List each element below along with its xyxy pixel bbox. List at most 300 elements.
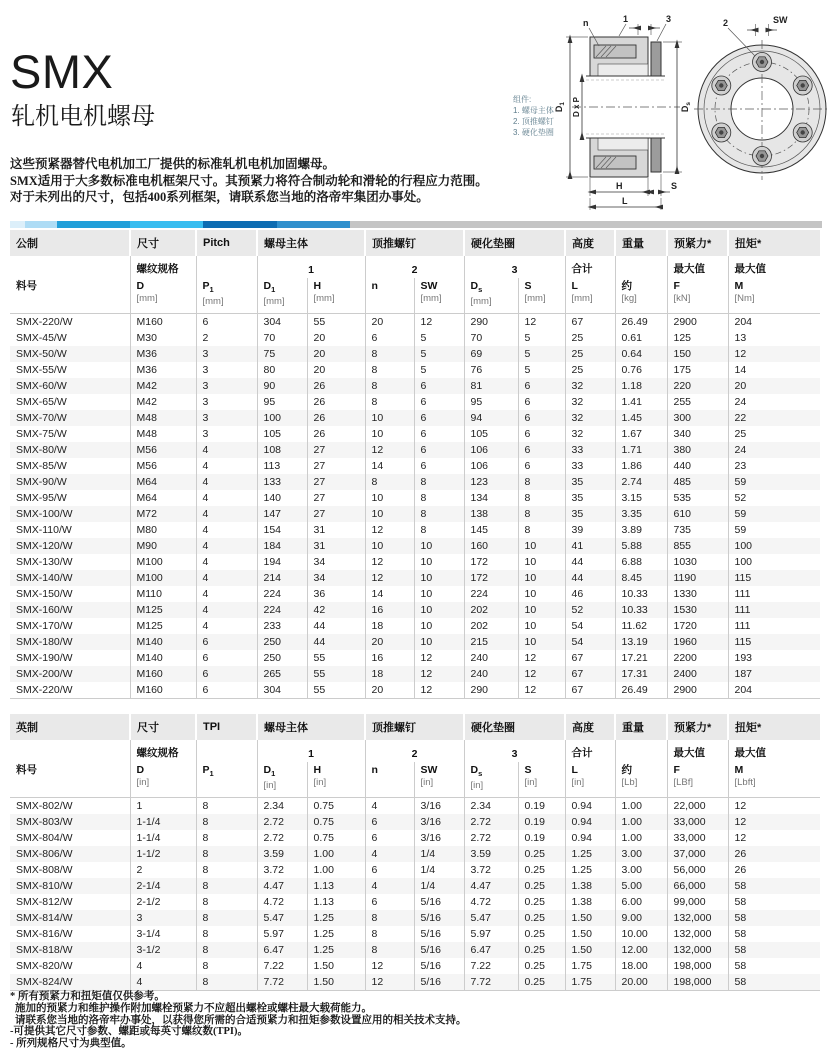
table-cell: 3 xyxy=(196,394,257,410)
table-cell: 12 xyxy=(728,830,820,846)
table-cell: 26 xyxy=(728,862,820,878)
table-cell: SMX-60/W xyxy=(16,380,67,392)
table-row xyxy=(10,878,820,894)
table-cell: 20 xyxy=(365,682,414,699)
table-cell: 12 xyxy=(414,650,464,666)
table-cell: SMX-140/W xyxy=(16,572,73,584)
table-cell: 6 xyxy=(518,426,565,442)
table-cell: 33 xyxy=(565,458,615,474)
table-cell: 4 xyxy=(196,474,257,490)
table-cell: 0.25 xyxy=(518,974,565,991)
table-cell: 0.25 xyxy=(518,846,565,862)
table-cell: 12 xyxy=(365,442,414,458)
table-cell: 52 xyxy=(728,490,820,506)
table-cell: 6 xyxy=(518,442,565,458)
table-cell: 20 xyxy=(307,346,365,362)
table-cell: 42 xyxy=(307,602,365,618)
table-cell: 855 xyxy=(667,538,728,554)
table-cell: 12 xyxy=(518,314,565,331)
table-cell: 100 xyxy=(728,538,820,554)
table-cell: 4.47 xyxy=(257,878,307,894)
table-cell: 5/16 xyxy=(414,974,464,991)
table-cell: 0.19 xyxy=(518,830,565,846)
table-row xyxy=(10,314,820,331)
header-cell: L [in] xyxy=(565,762,615,798)
table-cell: 5.97 xyxy=(257,926,307,942)
table-cell: 8 xyxy=(365,910,414,926)
table-cell: 8 xyxy=(196,958,257,974)
table-cell: 4 xyxy=(365,878,414,894)
table-cell: 3/16 xyxy=(414,814,464,830)
table-cell: 224 xyxy=(257,586,307,602)
table-cell: 250 xyxy=(257,650,307,666)
table-cell: 5.97 xyxy=(464,926,518,942)
footnote-line: -可提供其它尺寸参数、螺距或每英寸螺纹数(TPI)。 xyxy=(10,1026,248,1038)
table-cell: 80 xyxy=(257,362,307,378)
table-cell: 44 xyxy=(307,634,365,650)
table-cell: 3/16 xyxy=(414,798,464,815)
table-cell: 10 xyxy=(518,570,565,586)
table-cell: 4 xyxy=(196,554,257,570)
table-cell: 67 xyxy=(565,666,615,682)
table-row xyxy=(10,570,820,586)
table-cell: M160 xyxy=(130,666,196,682)
table-cell: 8 xyxy=(518,474,565,490)
table-cell: 125 xyxy=(667,330,728,346)
table-cell: 8 xyxy=(196,974,257,991)
table-cell: 54 xyxy=(565,618,615,634)
header-cell: $P_1$ [mm] xyxy=(196,278,257,314)
table-cell: 5/16 xyxy=(414,910,464,926)
table-cell: 5 xyxy=(414,346,464,362)
header-cell: 2 xyxy=(365,740,464,762)
header-cell: D [in] xyxy=(130,762,196,798)
table-cell: 290 xyxy=(464,682,518,699)
table-cell: 265 xyxy=(257,666,307,682)
table-cell: 3-1/2 xyxy=(130,942,196,958)
table-cell: 25 xyxy=(565,362,615,378)
table-row xyxy=(10,330,820,346)
table-cell: SMX-820/W xyxy=(16,960,73,972)
table-cell: 4 xyxy=(365,798,414,815)
table-cell: SMX-812/W xyxy=(16,896,73,908)
table-cell: M36 xyxy=(130,346,196,362)
table-cell: 7.72 xyxy=(464,974,518,991)
table-cell: M140 xyxy=(130,650,196,666)
table-cell: SMX-816/W xyxy=(16,928,73,940)
table-cell: 26 xyxy=(307,426,365,442)
table-cell: 134 xyxy=(464,490,518,506)
table-cell: M56 xyxy=(130,442,196,458)
table-cell: 1-1/4 xyxy=(130,814,196,830)
footnotes xyxy=(10,991,467,1050)
table-cell: M110 xyxy=(130,586,196,602)
table-cell: 1.25 xyxy=(307,942,365,958)
table-row xyxy=(10,666,820,682)
table-cell: 7.22 xyxy=(257,958,307,974)
table-cell: M100 xyxy=(130,554,196,570)
table-cell: SMX-200/W xyxy=(16,668,73,680)
table-cell: 12 xyxy=(365,522,414,538)
table-cell: 27 xyxy=(307,458,365,474)
table-cell: 32 xyxy=(565,410,615,426)
table-cell: 4 xyxy=(196,570,257,586)
table-cell: 14 xyxy=(365,458,414,474)
table-cell: 202 xyxy=(464,602,518,618)
accent-strip-segment xyxy=(130,221,203,228)
header-cell: 最大值 xyxy=(728,740,820,762)
table-cell: SMX-824/W xyxy=(16,976,73,988)
table-cell: 75 xyxy=(257,346,307,362)
table-cell: 2 xyxy=(196,330,257,346)
table-cell: 1.00 xyxy=(615,830,667,846)
table-cell: 81 xyxy=(464,378,518,394)
table-cell: 70 xyxy=(464,330,518,346)
table-cell: 100 xyxy=(257,410,307,426)
table-cell: 4 xyxy=(196,442,257,458)
table-cell: 8 xyxy=(196,926,257,942)
table-cell: SMX-120/W xyxy=(16,540,73,552)
table-cell: 10.00 xyxy=(615,926,667,942)
table-cell: 99,000 xyxy=(667,894,728,910)
table-cell: 4 xyxy=(365,846,414,862)
table-cell: 35 xyxy=(565,474,615,490)
table-cell: 10 xyxy=(518,538,565,554)
table-cell: M90 xyxy=(130,538,196,554)
table-cell: 56,000 xyxy=(667,862,728,878)
table-cell: 1/4 xyxy=(414,878,464,894)
table-cell: 7.22 xyxy=(464,958,518,974)
table-row xyxy=(10,942,820,958)
footnote-line: * 所有预紧力和扭矩值仅供参考。 xyxy=(10,991,165,1002)
header-cell: 重量 xyxy=(615,714,667,740)
header-cell: 英制 xyxy=(10,714,130,740)
table-cell: 5 xyxy=(414,362,464,378)
table-cell: 6 xyxy=(414,378,464,394)
table-cell: SMX-803/W xyxy=(16,816,73,828)
table-cell: SMX-220/W xyxy=(16,684,73,696)
table-cell: 26 xyxy=(307,394,365,410)
table-cell: SMX-75/W xyxy=(16,428,67,440)
table-cell: 3 xyxy=(196,378,257,394)
table-cell: 12 xyxy=(414,682,464,699)
table-cell: 20 xyxy=(307,362,365,378)
dim-top-small xyxy=(629,24,660,35)
table-row xyxy=(10,538,820,554)
table-cell: 3 xyxy=(196,426,257,442)
table-cell: 76 xyxy=(464,362,518,378)
table-cell: 10 xyxy=(414,618,464,634)
table-cell: 132,000 xyxy=(667,926,728,942)
description-line: 这些预紧器替代电机加工厂提供的标准轧机电机加固螺母。 xyxy=(10,157,336,171)
table-cell: 304 xyxy=(257,682,307,699)
table-cell: 3/16 xyxy=(414,830,464,846)
header-cell: $P_1$ xyxy=(196,762,257,798)
table-cell: SMX-190/W xyxy=(16,652,73,664)
accent-strip-segment xyxy=(25,221,57,228)
header-cell: M [Lbft] xyxy=(728,762,820,798)
table-cell: 69 xyxy=(464,346,518,362)
leader-label-1: 1 xyxy=(623,14,629,24)
table-cell: 26 xyxy=(307,378,365,394)
table-cell: 2900 xyxy=(667,682,728,699)
table-cell: 4 xyxy=(196,490,257,506)
table-cell: M36 xyxy=(130,362,196,378)
table-cell: 3.72 xyxy=(257,862,307,878)
accent-strip-segment xyxy=(10,221,25,228)
table-cell: 18.00 xyxy=(615,958,667,974)
table-cell: SMX-85/W xyxy=(16,460,67,472)
table-cell: 5.00 xyxy=(615,878,667,894)
table-cell: 10 xyxy=(414,570,464,586)
table-cell: 5/16 xyxy=(414,894,464,910)
table-cell: 12 xyxy=(518,666,565,682)
table-row xyxy=(10,394,820,410)
table-cell: 8 xyxy=(414,474,464,490)
table-cell: 1.13 xyxy=(307,878,365,894)
header-cell xyxy=(196,740,257,762)
table-cell: 0.19 xyxy=(518,798,565,815)
table-cell: 12 xyxy=(365,974,414,991)
table-cell: 1.45 xyxy=(615,410,667,426)
table-cell: 12 xyxy=(365,570,414,586)
table-cell: 12 xyxy=(518,650,565,666)
page-title: SMX xyxy=(10,45,114,98)
table-cell: 0.75 xyxy=(307,798,365,815)
header-cell: 最大值 xyxy=(667,256,728,278)
table-cell: 3.00 xyxy=(615,846,667,862)
description-line: 对于未列出的尺寸，包括400系列框架，请联系您当地的洛帝牢集团办事处。 xyxy=(10,190,429,204)
header-cell: 顶推螺钉 xyxy=(365,230,464,256)
table-cell: 6 xyxy=(196,666,257,682)
table-cell: 58 xyxy=(728,942,820,958)
table-cell: 4 xyxy=(196,602,257,618)
table-row xyxy=(10,522,820,538)
table-cell: 3.59 xyxy=(464,846,518,862)
table-cell: 113 xyxy=(257,458,307,474)
table-cell: 233 xyxy=(257,618,307,634)
table-cell: 193 xyxy=(728,650,820,666)
table-cell: 25 xyxy=(565,346,615,362)
table-cell: 6 xyxy=(196,634,257,650)
table-cell: SMX-818/W xyxy=(16,944,73,956)
table-row xyxy=(10,894,820,910)
footnote-line: 施加的预紧力和维护操作附加螺栓预紧力不应超出螺栓或螺柱最大载荷能力。 xyxy=(15,1002,372,1014)
table-cell: 6.00 xyxy=(615,894,667,910)
table-cell: 0.25 xyxy=(518,862,565,878)
table-cell: 10 xyxy=(365,426,414,442)
header-cell: 螺纹规格 xyxy=(130,256,196,278)
table-cell: 12 xyxy=(365,554,414,570)
table-cell: 33,000 xyxy=(667,814,728,830)
table-cell: 160 xyxy=(464,538,518,554)
dim-label-d1: $D_1$ xyxy=(554,101,566,113)
table-cell: 2 xyxy=(130,862,196,878)
table-cell: 1.67 xyxy=(615,426,667,442)
table-cell: 111 xyxy=(728,618,820,634)
table-cell: 3.15 xyxy=(615,490,667,506)
header-cell: F [kN] xyxy=(667,278,728,314)
table-cell: 194 xyxy=(257,554,307,570)
table-cell: 106 xyxy=(464,442,518,458)
table-row xyxy=(10,458,820,474)
table-cell: 100 xyxy=(728,554,820,570)
table-cell: 8 xyxy=(365,942,414,958)
header-cell: 硬化垫圈 xyxy=(464,230,565,256)
table-cell: 67 xyxy=(565,650,615,666)
table-cell: 300 xyxy=(667,410,728,426)
table-cell: 8 xyxy=(196,878,257,894)
table-cell: M72 xyxy=(130,506,196,522)
table-cell: 123 xyxy=(464,474,518,490)
table-cell: SMX-808/W xyxy=(16,864,73,876)
table-cell: SMX-802/W xyxy=(10,798,130,815)
table-cell: 31 xyxy=(307,538,365,554)
table-cell: 1.71 xyxy=(615,442,667,458)
table-row xyxy=(10,378,820,394)
table-cell: SMX-100/W xyxy=(16,508,73,520)
metric-table xyxy=(10,230,820,699)
table-cell: 37,000 xyxy=(667,846,728,862)
imperial-table-body xyxy=(10,798,820,991)
table-cell: SMX-814/W xyxy=(16,912,73,924)
table-cell: 240 xyxy=(464,650,518,666)
header-cell xyxy=(615,256,667,278)
table-cell: 224 xyxy=(257,602,307,618)
accent-strip-segment xyxy=(277,221,350,228)
table-cell: 34 xyxy=(307,554,365,570)
table-cell: 46 xyxy=(565,586,615,602)
table-cell: 250 xyxy=(257,634,307,650)
table-cell: 535 xyxy=(667,490,728,506)
table-row xyxy=(10,474,820,490)
table-cell: 3.35 xyxy=(615,506,667,522)
table-cell: 8 xyxy=(196,942,257,958)
footnote-line: 请联系您当地的洛帝牢办事处，以获得您所需的合适预紧力和扭矩参数设置应用的相关技术支持。 xyxy=(15,1014,467,1026)
header-cell: 尺寸 xyxy=(130,230,196,256)
table-cell: 24 xyxy=(728,394,820,410)
table-cell: 12 xyxy=(365,958,414,974)
table-cell: 115 xyxy=(728,570,820,586)
table-cell: 27 xyxy=(307,442,365,458)
table-cell: SMX-170/W xyxy=(16,620,73,632)
imperial-table xyxy=(10,714,820,991)
header-cell: $D_s$ [mm] xyxy=(464,278,518,314)
table-cell: 44 xyxy=(565,570,615,586)
table-cell: 5 xyxy=(518,330,565,346)
header-cell: 公制 xyxy=(10,230,130,256)
table-cell: 1 xyxy=(130,798,196,815)
table-cell: 20.00 xyxy=(615,974,667,991)
table-cell: 12 xyxy=(728,346,820,362)
header-cell: 2 xyxy=(365,256,464,278)
table-cell: 3.72 xyxy=(464,862,518,878)
accent-strip-segment xyxy=(203,221,277,228)
header-row xyxy=(10,230,820,256)
table-cell: 1.25 xyxy=(307,910,365,926)
header-cell: 预紧力* xyxy=(667,230,728,256)
header-cell: 预紧力* xyxy=(667,714,728,740)
table-cell: 10 xyxy=(414,602,464,618)
header-cell: n xyxy=(365,278,414,314)
table-cell: 44 xyxy=(565,554,615,570)
table-cell: 204 xyxy=(728,314,820,331)
table-cell: 8 xyxy=(365,362,414,378)
metric-table-body xyxy=(10,314,820,699)
table-cell: 5.88 xyxy=(615,538,667,554)
table-cell: 1.50 xyxy=(307,974,365,991)
table-cell: 0.64 xyxy=(615,346,667,362)
header-cell: L [mm] xyxy=(565,278,615,314)
table-cell: 6 xyxy=(518,458,565,474)
table-cell: M42 xyxy=(130,394,196,410)
table-cell: 59 xyxy=(728,474,820,490)
table-cell: M80 xyxy=(130,522,196,538)
table-cell: 22 xyxy=(728,410,820,426)
table-cell: 4 xyxy=(196,458,257,474)
header-cell: H [in] xyxy=(307,762,365,798)
table-cell: 6 xyxy=(365,330,414,346)
table-cell: 26.49 xyxy=(615,682,667,699)
table-cell: 5 xyxy=(518,362,565,378)
table-row xyxy=(10,650,820,666)
table-cell: 0.25 xyxy=(518,926,565,942)
table-cell: SMX-220/W xyxy=(10,314,130,331)
header-cell: 最大值 xyxy=(728,256,820,278)
table-row xyxy=(10,862,820,878)
table-cell: SMX-65/W xyxy=(16,396,67,408)
header-cell: $D_1$ [in] xyxy=(257,762,307,798)
table-cell: 8 xyxy=(414,522,464,538)
table-cell: 20 xyxy=(365,314,414,331)
header-row xyxy=(10,278,820,314)
table-cell: 6 xyxy=(365,814,414,830)
table-cell: 0.25 xyxy=(518,958,565,974)
table-cell: 1.75 xyxy=(565,958,615,974)
table-cell: 10 xyxy=(518,634,565,650)
table-cell: 0.19 xyxy=(518,814,565,830)
header-cell: $D_s$ [in] xyxy=(464,762,518,798)
table-cell: 4 xyxy=(196,538,257,554)
table-cell: 6 xyxy=(196,314,257,331)
table-row xyxy=(10,926,820,942)
table-cell: 0.94 xyxy=(565,814,615,830)
header-cell: D [mm] xyxy=(130,278,196,314)
table-cell: M48 xyxy=(130,410,196,426)
table-cell: 67 xyxy=(565,314,615,331)
table-cell: 6 xyxy=(414,410,464,426)
table-cell: 5.47 xyxy=(257,910,307,926)
dim-label-sw: SW xyxy=(773,15,788,25)
table-cell: 1.00 xyxy=(307,862,365,878)
table-cell: 145 xyxy=(464,522,518,538)
table-cell: 1720 xyxy=(667,618,728,634)
table-cell: 1-1/4 xyxy=(130,830,196,846)
table-cell: 2900 xyxy=(667,314,728,331)
table-cell: 8 xyxy=(196,814,257,830)
table-cell: 12 xyxy=(728,814,820,830)
table-cell: 8.45 xyxy=(615,570,667,586)
table-cell: 10 xyxy=(414,634,464,650)
table-cell: 35 xyxy=(565,490,615,506)
table-cell: 1-1/2 xyxy=(130,846,196,862)
table-row xyxy=(10,362,820,378)
table-cell: 2.34 xyxy=(257,798,307,815)
table-cell: 138 xyxy=(464,506,518,522)
table-cell: 20 xyxy=(307,330,365,346)
table-cell: 12 xyxy=(518,682,565,699)
table-cell: M100 xyxy=(130,570,196,586)
